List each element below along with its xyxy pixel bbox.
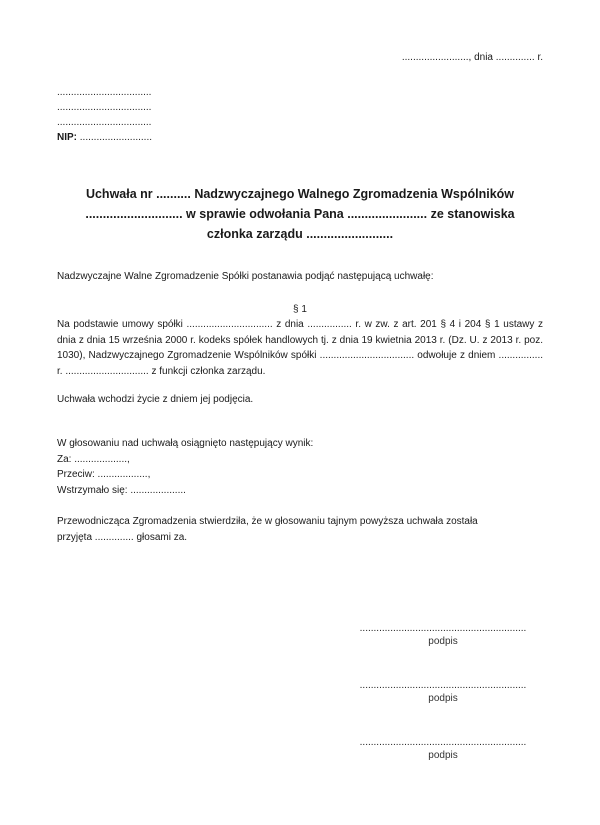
section-1-text: Na podstawie umowy spółki ............................... z dnia ................ r. w zw. z art. 201 § 4 i 204 § 1 ustawy z dnia z dnia 15 września 2000 r. kodeks spółek handlowych tj. z dnia 19 kwietnia 2013 r. (Dz. U. z 2013 r. poz. 1030), Nadzwyczajnego Zgromadzenie Wspólników spółki .................................. odwołuje z dniem ................ r. .............................. z funkcji członka zarządu. xyxy=(57,319,543,377)
voting-row-za: Za: ..................., xyxy=(57,453,130,465)
sender-address-line: .................................. xyxy=(57,117,152,128)
date-line: ........................, dnia .............. r. xyxy=(401,52,543,63)
signature-line: ............................................................ xyxy=(359,737,527,748)
signature-block xyxy=(357,623,529,648)
closing-paragraph: Przewodnicząca Zgromadzenia stwierdziła, że w głosowaniu tajnym powyższa uchwała została przyjęta .............. głosami za. xyxy=(57,516,478,543)
voting-header: W głosowaniu nad uchwałą osiągnięto następujący wynik: xyxy=(57,438,314,449)
sender-nip-line xyxy=(57,130,152,145)
effect-clause: Uchwała wchodzi życie z dniem jej podjęcia. xyxy=(57,394,254,405)
signature-caption: podpis xyxy=(428,636,458,647)
title-line-3: członka zarządu ......................... xyxy=(206,227,394,241)
sender-address-line: .................................. xyxy=(57,102,152,113)
voting-row-wstrzymalo: Wstrzymało się: .................... xyxy=(57,484,186,496)
signature-block xyxy=(357,680,529,705)
nip-label: NIP: xyxy=(57,132,77,143)
signature-block xyxy=(357,737,529,762)
title-line-2: ............................ w sprawie odwołania Pana ....................... ze stanowiska xyxy=(85,207,515,221)
sender-block xyxy=(57,85,152,145)
voting-results xyxy=(57,436,543,498)
title-line-1: Uchwała nr .......... Nadzwyczajnego Walnego Zgromadzenia Wspólników xyxy=(85,187,515,201)
resolution-title xyxy=(57,184,543,244)
signature-caption: podpis xyxy=(428,750,458,761)
voting-row-przeciw: Przeciw: .................., xyxy=(57,469,151,480)
signature-caption: podpis xyxy=(428,693,458,704)
intro-paragraph: Nadzwyczajne Walne Zgromadzenie Spółki postanawia podjąć następującą uchwałę: xyxy=(57,271,434,282)
signature-line: ............................................................ xyxy=(359,623,527,634)
signature-line: ............................................................ xyxy=(359,680,527,691)
section-1-mark: § 1 xyxy=(293,304,307,315)
nip-value: .......................... xyxy=(79,132,153,143)
sender-address-line: .................................. xyxy=(57,87,152,98)
